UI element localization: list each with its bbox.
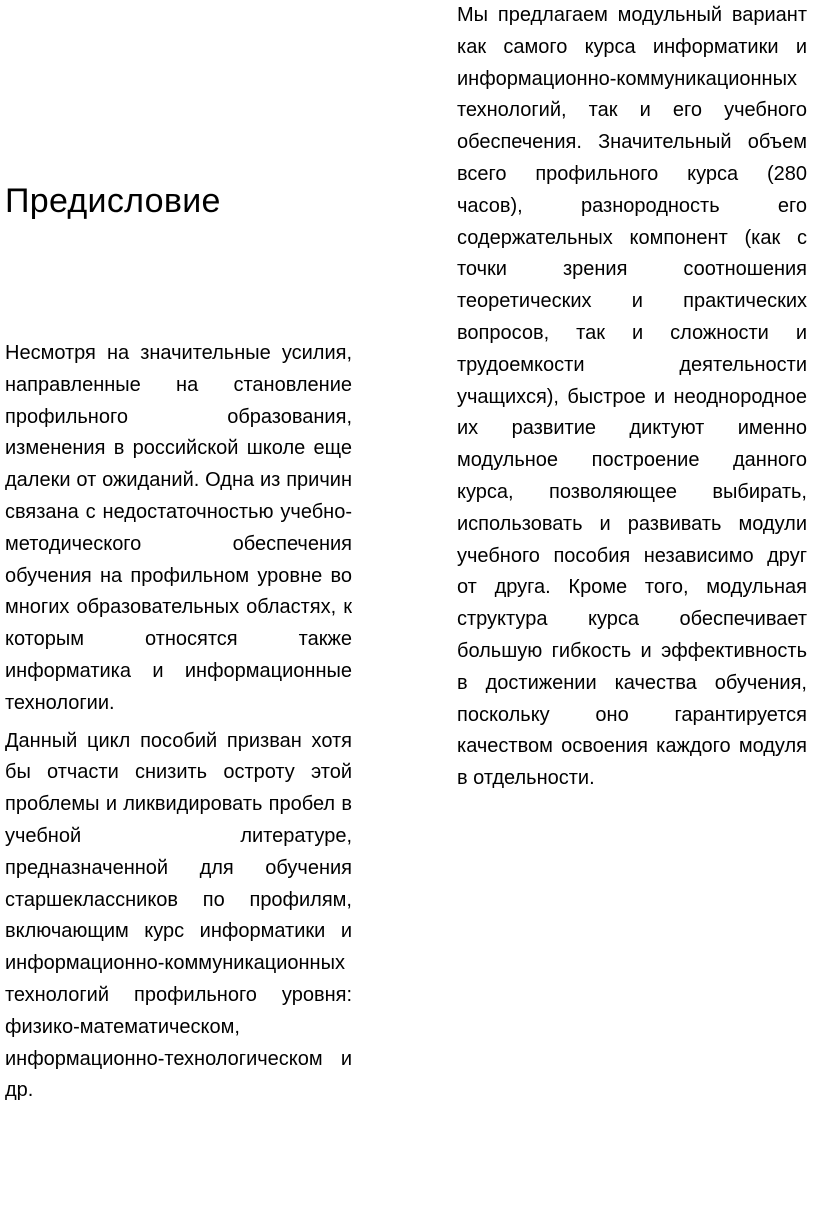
right-column <box>457 0 807 795</box>
paragraph-modular-approach: Мы предлагаем модульный вариант как самого курса информатики и информационно-коммуникационных технологий, так и его учебного обеспечения. Значительный объем всего профильного курса (280 часов), разнородность его содержательных компонент (как с точки зрения соотношения теоретических и практических вопросов, так и сложности и трудоемкости деятельности учащихся), быстрое и неоднородное их развитие диктуют именно модульное построение данного курса, позволяющее выбирать, использовать и развивать модули учебного пособия независимо друг от друга. Кроме того, модульная структура курса обеспечивает большую гибкость и эффективность в достижении качества обучения, поскольку оно гарантируется качеством освоения каждого модуля в отдельности. <box>457 4 807 790</box>
paragraph-purpose: Данный цикл пособий призван хотя бы отчасти снизить остроту этой проблемы и ликвидировать пробел в учебной литературе, предназначенной для обучения старшеклассников по профилям, включающим курс информатики и информационно-коммуникационных технологий профильного уровня: физико-математическом, информационно-технологическом и др. <box>5 729 352 1102</box>
paragraph-intro: Несмотря на значительные усилия, направленные на становление профильного образования, изменения в российской школе еще далеки от ожиданий. Одна из причин связана с недостаточностью учебно-методического обеспечения обучения на профильном уровне во многих образовательных областях, к которым относятся также информатика и информационные технологии. <box>5 342 352 714</box>
left-body <box>5 338 352 1107</box>
left-column <box>5 0 352 1220</box>
page-title: Предисловие <box>5 182 221 220</box>
